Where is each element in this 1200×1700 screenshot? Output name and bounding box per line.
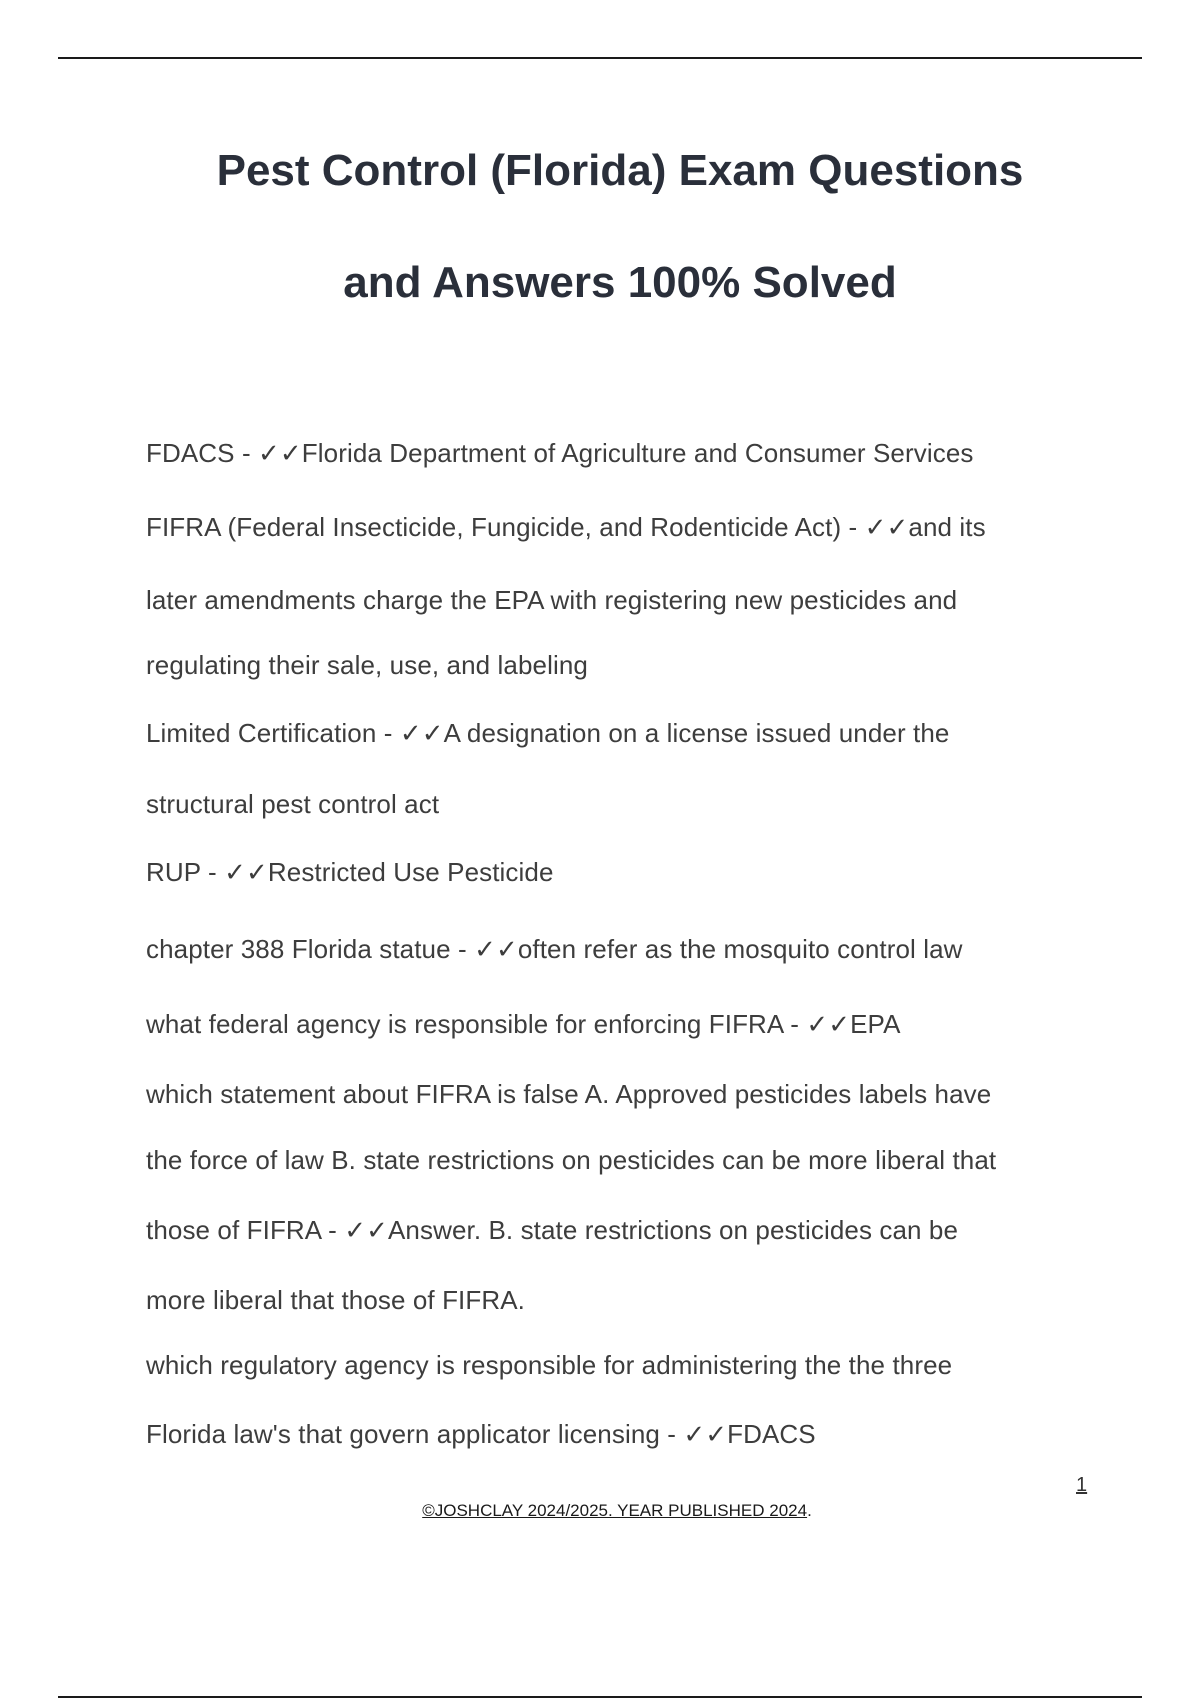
body-line: structural pest control act xyxy=(146,789,440,819)
copyright-footer xyxy=(0,1501,1200,1521)
body-line: chapter 388 Florida statue - ✓✓often refer as the mosquito control law xyxy=(146,934,963,964)
body-line: the force of law B. state restrictions on pesticides can be more liberal that xyxy=(146,1145,997,1175)
body-line: RUP - ✓✓Restricted Use Pesticide xyxy=(146,857,554,887)
footer-period: . xyxy=(807,1501,812,1520)
body-line: more liberal that those of FIFRA. xyxy=(146,1285,526,1315)
body-line: FIFRA (Federal Insecticide, Fungicide, and Rodenticide Act) - ✓✓and its xyxy=(146,512,986,542)
document-title-line-1: Pest Control (Florida) Exam Questions xyxy=(216,146,1024,195)
body-line: Limited Certification - ✓✓A designation on a license issued under the xyxy=(146,718,950,748)
body-line: those of FIFRA - ✓✓Answer. B. state restrictions on pesticides can be xyxy=(146,1215,959,1245)
page-number: 1 xyxy=(1076,1474,1088,1496)
top-rule xyxy=(58,57,1142,59)
body-line: what federal agency is responsible for enforcing FIFRA - ✓✓EPA xyxy=(146,1009,901,1039)
document-title-line-2: and Answers 100% Solved xyxy=(343,258,897,307)
body-line: FDACS - ✓✓Florida Department of Agriculture and Consumer Services xyxy=(146,438,974,468)
body-line: which regulatory agency is responsible for administering the the three xyxy=(146,1350,953,1380)
body-line: later amendments charge the EPA with registering new pesticides and xyxy=(146,585,958,615)
body-line: Florida law's that govern applicator licensing - ✓✓FDACS xyxy=(146,1419,816,1449)
bottom-rule xyxy=(58,1696,1142,1698)
body-line: which statement about FIFRA is false A. Approved pesticides labels have xyxy=(146,1079,992,1109)
body-line: regulating their sale, use, and labeling xyxy=(146,650,588,680)
footer-text: ©JOSHCLAY 2024/2025. YEAR PUBLISHED 2024 xyxy=(422,1501,808,1520)
